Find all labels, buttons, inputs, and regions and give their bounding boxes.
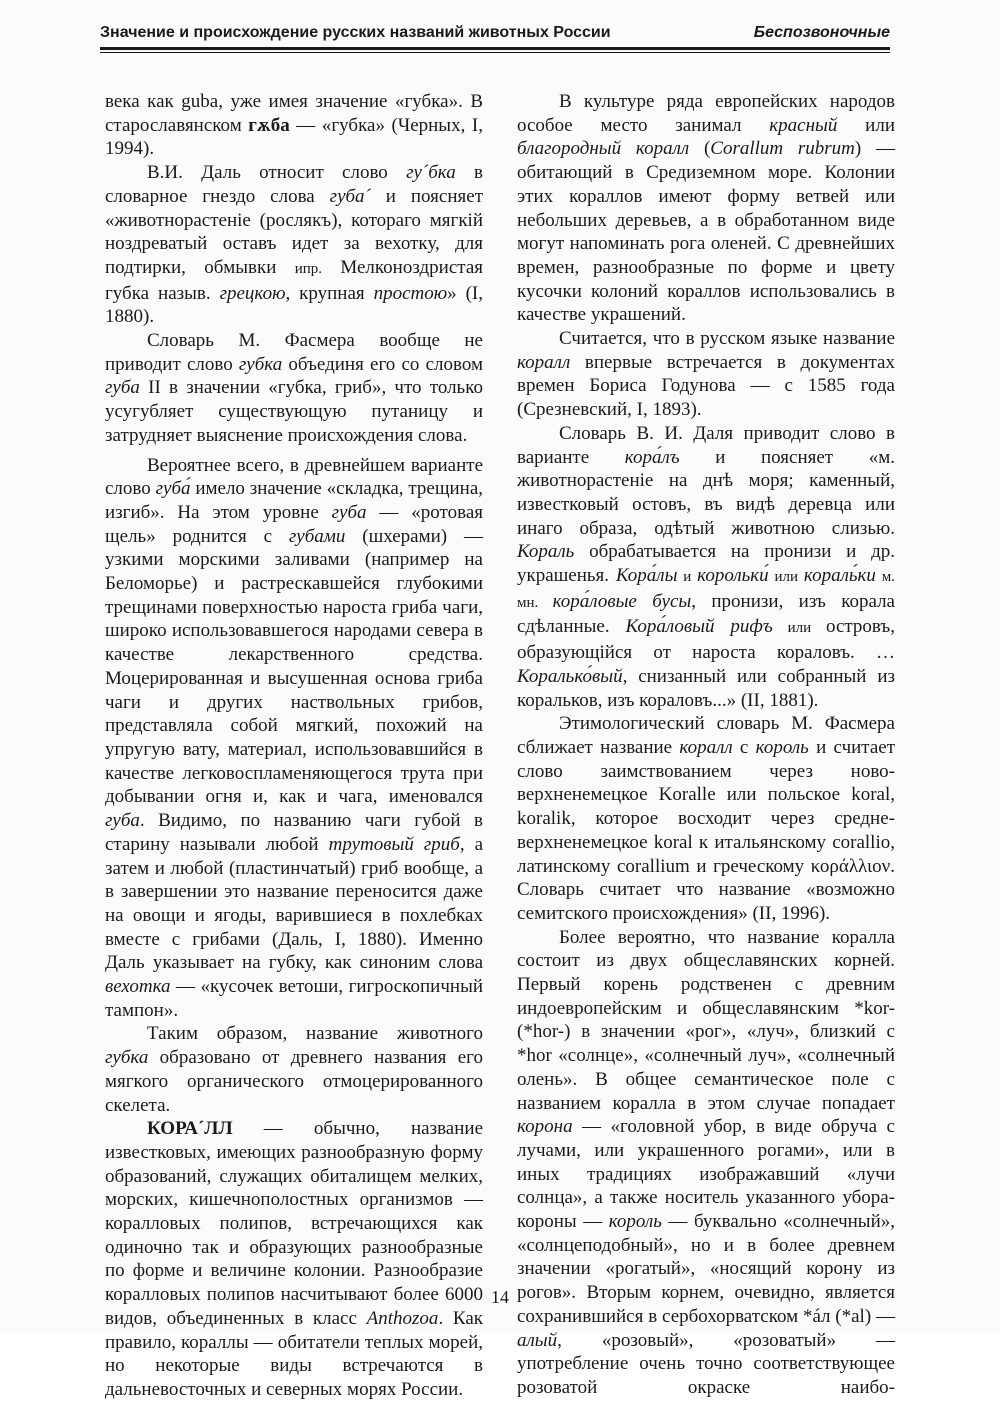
text-run: Этимологический словарь М. Фасмера сближает название [517, 713, 895, 758]
text-run: В культуре ряда европейских народов особое место занимал [517, 91, 895, 136]
header-rule-thick [100, 47, 890, 50]
text-run: Словарь М. Фасмера вообще не приводит слово [105, 330, 483, 375]
text-run: Мелконоздристая губка назыв. [105, 256, 483, 304]
text-run: и [677, 569, 698, 586]
text-run: корона [517, 1116, 573, 1138]
text-run: Считается, что в русском языке название [559, 328, 895, 350]
text-run: в словарное гнездо слова [105, 162, 483, 207]
text-run: , снизанный или собранный из коральков, изъ кораловъ...» (II, 1881). [517, 665, 895, 711]
entry-koral [105, 1117, 483, 1401]
text-run: Кора́лы [615, 565, 678, 587]
text-run: Коралько́вый [517, 665, 623, 687]
running-header [100, 22, 890, 44]
text-run: КОРА´ЛЛ [147, 1118, 233, 1140]
text-run: или [837, 114, 895, 136]
text-run: коралл [517, 351, 571, 373]
text-run: король [755, 736, 809, 758]
text-run: губами [288, 525, 346, 547]
text-run: » (I, 1880). [105, 282, 483, 328]
text-run: гу´бка [406, 162, 456, 184]
text-run: — буквально «солнечный», «солнцеподобный», но и в более древнем значении «рогатый», «носящий корону из рогов». Вторым корнем, очевидно, является сохранившийся в сербохорватском *áл (*al) — [517, 1211, 895, 1327]
text-run: Таким образом, название животного [147, 1023, 483, 1045]
text-run: король [608, 1211, 662, 1233]
text-run: образовано от древнего названия его мягкого органического отмоцерированного скелета. [105, 1047, 483, 1116]
text-run: Вероятнее всего, в древнейшем варианте слово [105, 454, 483, 500]
text-run: — «губка» (Черных, I, 1994). [105, 114, 483, 160]
text-run: губа´ [329, 185, 371, 207]
paragraph [105, 329, 483, 448]
text-run: (шхерами) — узкими морскими заливами (например на Беломорье) и растрескавшейся глубокими трещинами поверхностью нароста гриба чаги, широко использовавшегося народами севера в качестве лекарственного средства. Моцерированная и высушенная основа гриба чаги и других наствольных грибов, представляла собой мягкий, похожий на упругую вату, материал, использовавшийся в качестве легковоспламеняющегося трута при добывании огня и, как и чага, именовался [105, 525, 483, 808]
text-run: простою [373, 282, 448, 304]
text-run: красный [769, 114, 838, 136]
paragraph [105, 1022, 483, 1117]
text-run: века как guba, уже имея значение «губка». В старославянском [105, 91, 483, 136]
text-run: благородный коралл [517, 138, 690, 160]
page-number: 14 [491, 1287, 509, 1307]
text-run: . Как правило, кораллы — обитатели теплых морей, но некоторые виды встречаются в дальневосточных и северных морях России. [105, 1307, 483, 1400]
paragraph [517, 712, 895, 925]
text-run: Более вероятно, что название коралла состоит из двух общеславянских корней. Первый корень родственен с древним индоевропейским и общеславянским *kor- (*hor-) в значении «рог», «луч», близкий с *hor «солнце», «солнечный луч», «солнечный олень». В общее семантическое поле с названием коралла в этом случае попадает [517, 926, 895, 1114]
text-run: объединя его со словом [282, 353, 483, 375]
paragraph [105, 90, 483, 161]
text-run: вехотка [105, 976, 171, 998]
header-section: Беспозвоночные [753, 24, 890, 41]
text-run: гѫба [248, 114, 290, 136]
paragraph [517, 90, 895, 327]
right-column [517, 90, 895, 1400]
text-run: , «розовый», «розоватый» — употребление очень точно соответствующее розоватой окраске наибо- [517, 1329, 895, 1398]
text-run: губа́ [155, 478, 191, 500]
text-run: коралл [679, 736, 733, 758]
text-run: Кораль [517, 541, 575, 563]
text-run: островъ, образующiйся от нароста кораловъ. … [517, 616, 895, 664]
text-run: губа [105, 810, 140, 832]
text-run: , пронизи, изъ корала сдѣланные. [517, 590, 895, 638]
text-run: ипр. [294, 260, 323, 277]
text-run: м. мн. [517, 569, 895, 611]
text-run: с [732, 736, 756, 758]
paragraph [517, 422, 895, 712]
text-run: ( [689, 138, 711, 160]
text-run: трутовый гриб [328, 833, 460, 855]
header-title: Значение и происхождение русских названий животных России [100, 24, 611, 41]
text-run: алый [517, 1329, 558, 1351]
text-run: . Видимо, по названию чаги губой в старину называли любой [105, 810, 483, 855]
header-rule-thin [100, 52, 890, 53]
text-run: губа [105, 377, 140, 399]
text-run: кора́ловые бусы [552, 590, 692, 612]
text-run: корольки́ [697, 565, 769, 587]
paragraph [517, 327, 895, 422]
text-run: — «ротовая щель» роднится с [105, 501, 483, 547]
text-run: грецкою [219, 282, 286, 304]
text-run: Corallum rubrum [710, 138, 855, 160]
paragraph [105, 454, 483, 1023]
text-run: — обычно, название известковых, имеющих разнообразную форму образований, служащих обиталищем мелких, морских, кишечнополостных организмов — коралловых полипов, встречающихся как одиночно так и образующих разнообразные по форме и величине колонии. Разнообразие коралловых полипов насчитывают более 6000 видов, объединенных в класс [105, 1118, 483, 1329]
text-run: кора́лъ [624, 446, 680, 468]
text-run: или [768, 569, 804, 586]
left-column [105, 90, 483, 1402]
text-run: II в значении «губка, гриб», что только усугубляет существующую путаницу и затрудняет выяснение происхождения слова. [105, 377, 483, 446]
text-run: , а затем и любой (пластинчатый) гриб вообще, а в завершении это название переносится даже на овощи и ягоды, варившиеся в похлебках вместе с грибами (Даль, I, 1880). Именно Даль указывает на губку, как синоним слова [105, 833, 483, 974]
text-run: губка [105, 1047, 149, 1069]
text-run: имело значение «складка, трещина, изгиб». На этом уровне [105, 478, 483, 523]
text-run: и поясняет «м. животнорастенiе на днѣ моря; каменный, известковый остовъ, въ видѣ деревца или инаго образа, одѣтый животною слизью. [517, 446, 895, 539]
text-run: и считает слово заимствованием через ново-верхненемецкое Koralle или польское koral, koralik, которое восходит через средне-верхненемецкое koral к итальянскому corallio, латинскому corallium и греческому κοράλλιον. Словарь считает что название «возможно семитского происхождения» (II, 1996). [517, 736, 895, 924]
text-run: и поясняет «животнорастенiе (рослякъ), котораго мягкiй ноздреватый оставъ идет за вехотку, для подтирки, обмывки [105, 185, 483, 278]
text-run: ) — обитающий в Средиземном море. Колонии этих кораллов имеют форму ветвей или небольших деревьев, а в обработанном виде могут напоминать рога оленей. С древнейших времен, разнообразные по форме и цвету кусочки колоний кораллов использовались в качестве украшений. [517, 138, 896, 326]
text-run: Кора́ловый рифъ [625, 616, 773, 638]
text-run: обрабатывается на пронизи и др. украшенья. [517, 541, 895, 587]
text-run: — «головной убор, в виде обруча с лучами, или украшенного рогами», или в иных традициях изображавший «лучи солнца», а также носитель указанного убора-короны — [517, 1116, 895, 1233]
text-run: Словарь В. И. Даля приводит слово в варианте [517, 422, 895, 468]
text-run: губка [238, 353, 283, 375]
text-run: кораль́ки [803, 565, 876, 587]
text-run: , крупная [285, 282, 374, 304]
text-run: Anthozoa [366, 1307, 439, 1329]
paragraph [105, 161, 483, 329]
text-run: или [772, 620, 826, 637]
text-run: В.И. Даль относит слово [147, 162, 407, 184]
text-run: — «кусочек ветоши, гигроскопичный тампон». [105, 976, 483, 1021]
paragraph [517, 926, 895, 1400]
text-run: впервые встречается в документах времен Бориса Годунова — с 1585 года (Срезневский, I, 1893). [517, 351, 895, 421]
text-run: губа [331, 501, 367, 523]
